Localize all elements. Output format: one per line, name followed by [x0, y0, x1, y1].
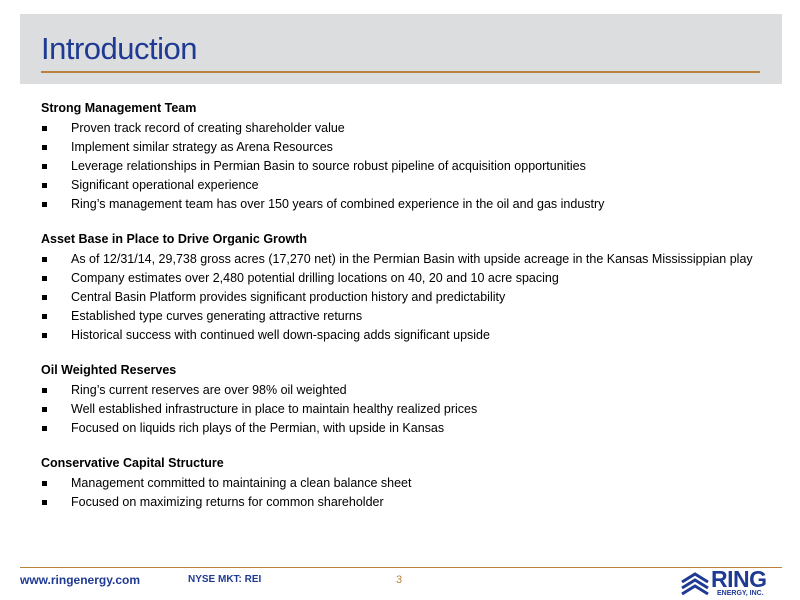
bullet-text: Well established infrastructure in place to maintain healthy realized prices [71, 402, 478, 416]
bullet-item [41, 401, 761, 418]
page-number: 3 [396, 574, 403, 586]
bullet-item [41, 382, 761, 399]
square-bullet-icon [42, 407, 47, 412]
bullet-text: Focused on liquids rich plays of the Permian, with upside in Kansas [71, 421, 445, 435]
square-bullet-icon [42, 164, 47, 169]
bullet-item [41, 158, 761, 175]
square-bullet-icon [42, 295, 47, 300]
section-capital-structure [41, 455, 761, 511]
section-heading: Oil Weighted Reserves [41, 363, 177, 377]
bullet-item [41, 475, 761, 492]
section-heading: Conservative Capital Structure [41, 456, 224, 470]
footer-website-link[interactable]: www.ringenergy.com [20, 573, 141, 587]
section-oil-reserves [41, 362, 761, 437]
square-bullet-icon [42, 481, 47, 486]
square-bullet-icon [42, 202, 47, 207]
title-divider [41, 71, 760, 73]
bullet-text: Established type curves generating attractive returns [71, 309, 363, 323]
bullet-text: Proven track record of creating shareholder value [71, 121, 345, 135]
square-bullet-icon [42, 276, 47, 281]
section-asset-base [41, 231, 761, 344]
bullet-text: Implement similar strategy as Arena Resources [71, 140, 333, 154]
bullet-item [41, 494, 761, 511]
chevron-logo-icon [680, 572, 710, 596]
bullet-item [41, 289, 761, 306]
bullet-item [41, 327, 761, 344]
bullet-list [41, 251, 761, 344]
bullet-text: Leverage relationships in Permian Basin to source robust pipeline of acquisition opportunities [71, 159, 586, 173]
square-bullet-icon [42, 426, 47, 431]
bullet-text: Significant operational experience [71, 178, 259, 192]
square-bullet-icon [42, 145, 47, 150]
bullet-text: Central Basin Platform provides significant production history and predictability [71, 290, 506, 304]
bullet-text: Company estimates over 2,480 potential drilling locations on 40, 20 and 10 acre spacing [71, 271, 559, 285]
bullet-text: Focused on maximizing returns for common shareholder [71, 495, 384, 509]
logo-wordmark: RING [711, 566, 767, 592]
bullet-item [41, 308, 761, 325]
square-bullet-icon [42, 500, 47, 505]
slide-title: Introduction [41, 31, 197, 66]
bullet-text: Ring’s management team has over 150 years of combined experience in the oil and gas industry [71, 197, 605, 211]
logo-subtitle: ENERGY, INC. [717, 590, 764, 597]
square-bullet-icon [42, 333, 47, 338]
title-bar [20, 14, 782, 84]
section-management [41, 100, 761, 213]
bullet-list [41, 382, 761, 437]
footer-ticker: NYSE MKT: REI [188, 574, 262, 585]
ring-energy-logo [680, 568, 784, 600]
bullet-list [41, 475, 761, 511]
bullet-item [41, 177, 761, 194]
bullet-item [41, 420, 761, 437]
slide-content [41, 100, 761, 529]
bullet-list [41, 120, 761, 213]
bullet-item [41, 196, 761, 213]
bullet-item [41, 139, 761, 156]
bullet-text: As of 12/31/14, 29,738 gross acres (17,270 net) in the Permian Basin with upside acreage in the Kansas Mississippian play [71, 252, 753, 266]
bullet-text: Ring’s current reserves are over 98% oil weighted [71, 383, 347, 397]
footer-divider [20, 567, 782, 568]
square-bullet-icon [42, 314, 47, 319]
section-heading: Strong Management Team [41, 101, 197, 115]
square-bullet-icon [42, 126, 47, 131]
bullet-item [41, 120, 761, 137]
square-bullet-icon [42, 183, 47, 188]
square-bullet-icon [42, 257, 47, 262]
bullet-text: Management committed to maintaining a clean balance sheet [71, 476, 412, 490]
bullet-text: Historical success with continued well down-spacing adds significant upside [71, 328, 490, 342]
square-bullet-icon [42, 388, 47, 393]
bullet-item [41, 251, 761, 268]
section-heading: Asset Base in Place to Drive Organic Growth [41, 232, 308, 246]
bullet-item [41, 270, 761, 287]
